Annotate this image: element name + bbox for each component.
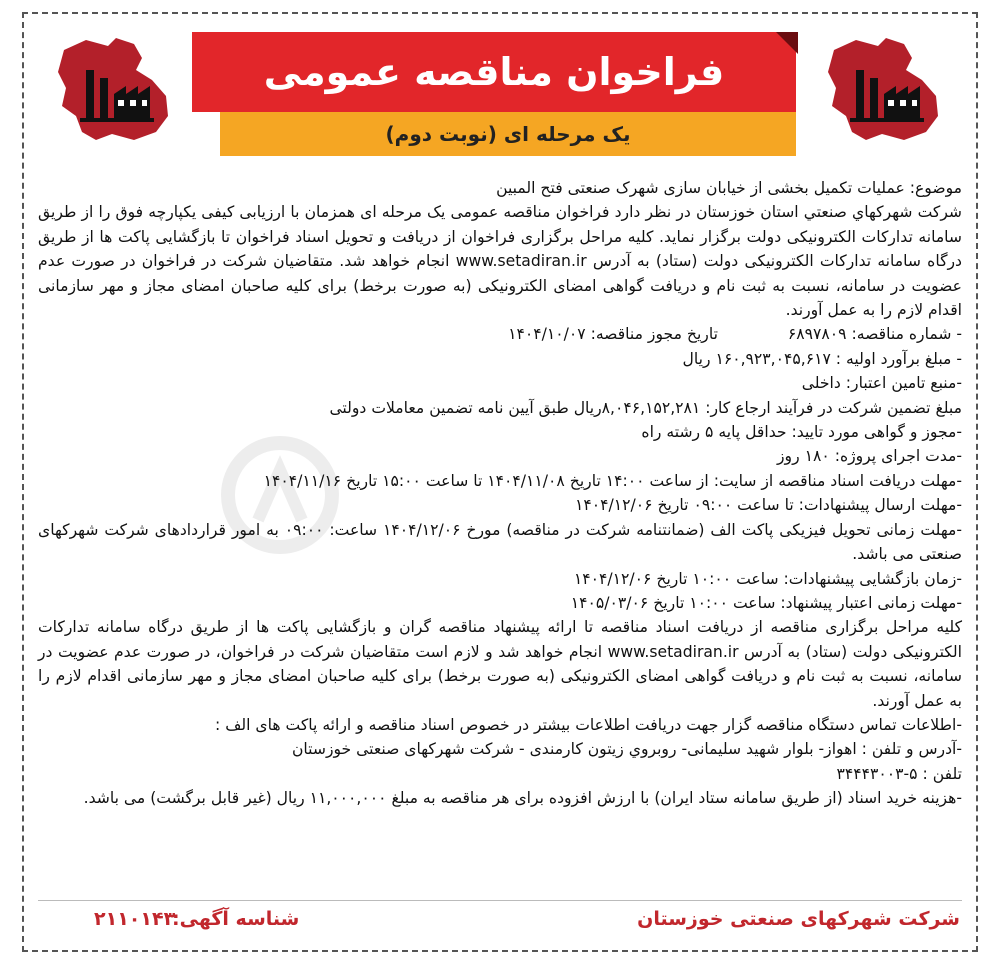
address-line: -آدرس و تلفن : اهواز- بلوار شهید سلیمانی- روبروي زیتون کارمندی - شرکت شهرکهای صنعتی خوزستان [291,740,962,759]
purchase-fee-line: -هزینه خرید اسناد (از طریق سامانه ستاد ایران) با ارزش افزوده برای هر مناقصه به مبلغ ۱۱,۰۰۰,۰۰۰ ریال (غیر قابل برگشت) می باشد. [83,789,962,808]
page-subtitle: یک مرحله ای (نوبت دوم) [385,122,631,146]
funding-line: -منبع تامین اعتبار: داخلی [801,374,962,393]
submit-deadline-line: -مهلت ارسال پیشنهادات: تا ساعت ۰۹:۰۰ تاریخ ۱۴۰۴/۱۲/۰۶ [574,496,962,515]
page-title: فراخوان مناقصه عمومی [263,50,725,94]
intro-paragraph: شرکت شهرکهاي صنعتي استان خوزستان در نظر دارد فراخوان مناقصه عمومی یک مرحله ای همزمان با ارزیابی کیفی یکپارچه فوق را از طریق سامانه تدارکات الکترونیکی دولت برگزار نماید. کلیه مراحل برگزاری فراخوان از دریافت و تحویل اسناد فراخوان تا بازگشایی پاکت ها از طریق درگاه سامانه تدارکات الکترونیکی دولت (ستاد) به آدرس www.setadiran.ir انجام خواهد شد. متقاضیان شرکت در فراخوان در صورت عدم عضویت در سامانه، نسبت به ثبت نام و دریافت گواهی امضای الکترونیکی (به صورت برخط) برای کلیه صاحبان امضای مجاز و مهر سازمانی اقدام لازم را به عمل آورند. [38,203,962,320]
opening-line: -زمان بازگشایی پیشنهادات: ساعت ۱۰:۰۰ تاریخ ۱۴۰۴/۱۲/۰۶ [573,569,962,588]
validity-line: -مهلت زمانی اعتبار پیشنهاد: ساعت ۱۰:۰۰ تاریخ ۱۴۰۵/۰۳/۰۶ [570,593,962,612]
phone-line: تلفن : ۵-۳۴۴۴۳۰۰۳ [836,764,962,783]
ad-id-value: ۲۱۱۰۱۴۳ [94,908,176,930]
tender-number-line [38,322,962,346]
permit-date: تاریخ مجوز مناقصه: ۱۴۰۴/۱۰/۰۷ [508,325,718,344]
tender-number: - شماره مناقصه: ۶۸۹۷۸۰۹ [787,325,962,344]
industrial-town-logo-icon [56,36,174,146]
process-paragraph: کلیه مراحل برگزاری مناقصه از دریافت اسناد مناقصه تا ارائه پیشنهاد مناقصه گران و بازگشایی پاکت ها از طریق درگاه سامانه تدارکات الکترونیکی دولت (ستاد) به آدرس www.setadiran.ir انجام خواهد شد و لازم است متقاضیان شرکت در فراخوان، در صورت عدم عضویت در سامانه، نسبت به ثبت نام و دریافت گواهی امضای الکترونیکی (به صورت برخط) برای کلیه صاحبان امضای مجاز و مهر سازمانی اقدام لازم را به عمل آورند. [38,618,962,710]
physical-delivery-line: -مهلت زمانی تحویل فیزیکی پاکت الف (ضمانتنامه شرکت در مناقصه) مورخ ۱۴۰۴/۱۲/۰۶ ساعت: ۰۹:۰۰ به امور قراردادهای شرکت شهرکهای صنعتی می باشد. [38,520,962,564]
footer-company: شرکت شهرکهای صنعتی خوزستان [637,908,960,930]
ad-id-label: شناسه آگهی: [172,908,300,930]
ad-body [38,176,962,811]
contact-info-line: -اطلاعات تماس دستگاه مناقصه گزار جهت دریافت اطلاعات بیشتر در خصوص اسناد مناقصه و ارائه پاکت های الف : [215,715,962,734]
footer-divider [38,900,962,901]
license-line: -مجوز و گواهی مورد تایید: حداقل پایه ۵ رشته راه [641,423,962,442]
subject-line: موضوع: عملیات تکمیل بخشی از خیابان سازی شهرک صنعتی فتح المبین [496,179,962,197]
estimate-line: - مبلغ برآورد اولیه : ۱۶۰,۹۲۳,۰۴۵,۶۱۷ ریال [682,349,962,368]
doc-deadline-line: -مهلت دریافت اسناد مناقصه از سایت: از ساعت ۱۴:۰۰ تاریخ ۱۴۰۴/۱۱/۰۸ تا ساعت ۱۵:۰۰ تاریخ ۱۴۰۴/۱۱/۱۶ [263,471,962,490]
duration-line: -مدت اجرای پروژه: ۱۸۰ روز [777,447,962,466]
guarantee-line: مبلغ تضمین شرکت در فرآیند ارجاع کار: ۸,۰۴۶,۱۵۲,۲۸۱ریال طبق آیین نامه تضمین معاملات دولتی [329,398,962,417]
industrial-town-logo-icon [826,36,944,146]
